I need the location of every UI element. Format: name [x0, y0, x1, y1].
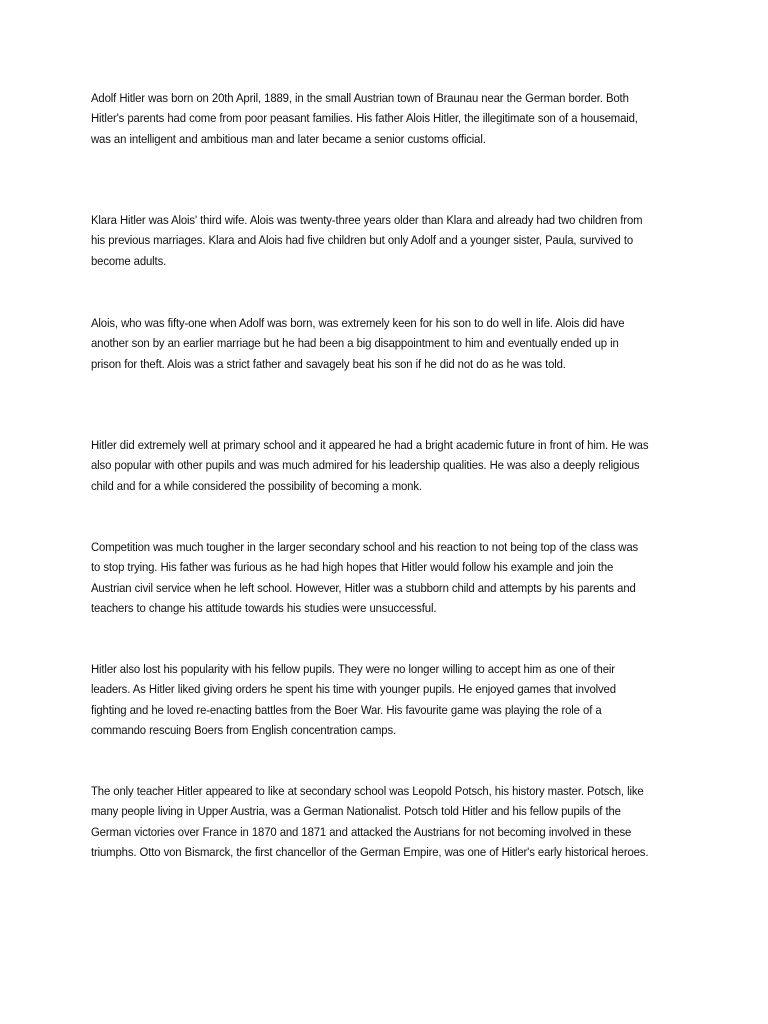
- paragraph-popularity: Hitler also lost his popularity with his fellow pupils. They were no longer willing to accept him as one of their leaders. As Hitler liked giving orders he spent his time with younger pupils. He enjoyed games that involved fighting and he loved re-enacting battles from the Boer War. His favourite game was playing the role of a commando rescuing Boers from English concentration camps.: [91, 662, 616, 737]
- paragraph-secondary-school: Competition was much tougher in the larger secondary school and his reaction to not being top of the class was to stop trying. His father was furious as he had high hopes that Hitler would follow his example and join the Austrian civil service when he left school. However, Hitler was a stubborn child and attempts by his parents and teachers to change his attitude towards his studies were unsuccessful.: [91, 540, 639, 615]
- paragraph-teacher: The only teacher Hitler appeared to like at secondary school was Leopold Potsch, his history master. Potsch, like many people living in Upper Austria, was a German Nationalist. Potsch told Hitler and his fellow pupils of the German victories over France in 1870 and 1871 and attacked the Austrians for not becoming involved in these triumphs. Otto von Bismarck, the first chancellor of the German Empire, was one of Hitler's early historical heroes.: [91, 784, 649, 859]
- paragraph-mother: Klara Hitler was Alois' third wife. Alois was twenty-three years older than Klara and already had two children from his previous marriages. Klara and Alois had five children but only Adolf and a younger sister, Paula, survived to become adults.: [91, 213, 643, 268]
- paragraph-primary-school: Hitler did extremely well at primary school and it appeared he had a bright academic future in front of him. He was also popular with other pupils and was much admired for his leadership qualities. He was also a deeply religious child and for a while considered the possibility of becoming a monk.: [91, 438, 649, 493]
- paragraph-birth: Adolf Hitler was born on 20th April, 1889, in the small Austrian town of Braunau near the German border. Both Hitler's parents had come from poor peasant families. His father Alois Hitler, the illegitimate son of a housemaid, was an intelligent and ambitious man and later became a senior customs official.: [91, 91, 638, 146]
- paragraph-father: Alois, who was fifty-one when Adolf was born, was extremely keen for his son to do well in life. Alois did have another son by an earlier marriage but he had been a big disappointment to him and eventually ended up in prison for theft. Alois was a strict father and savagely beat his son if he did not do as he was told.: [91, 316, 625, 371]
